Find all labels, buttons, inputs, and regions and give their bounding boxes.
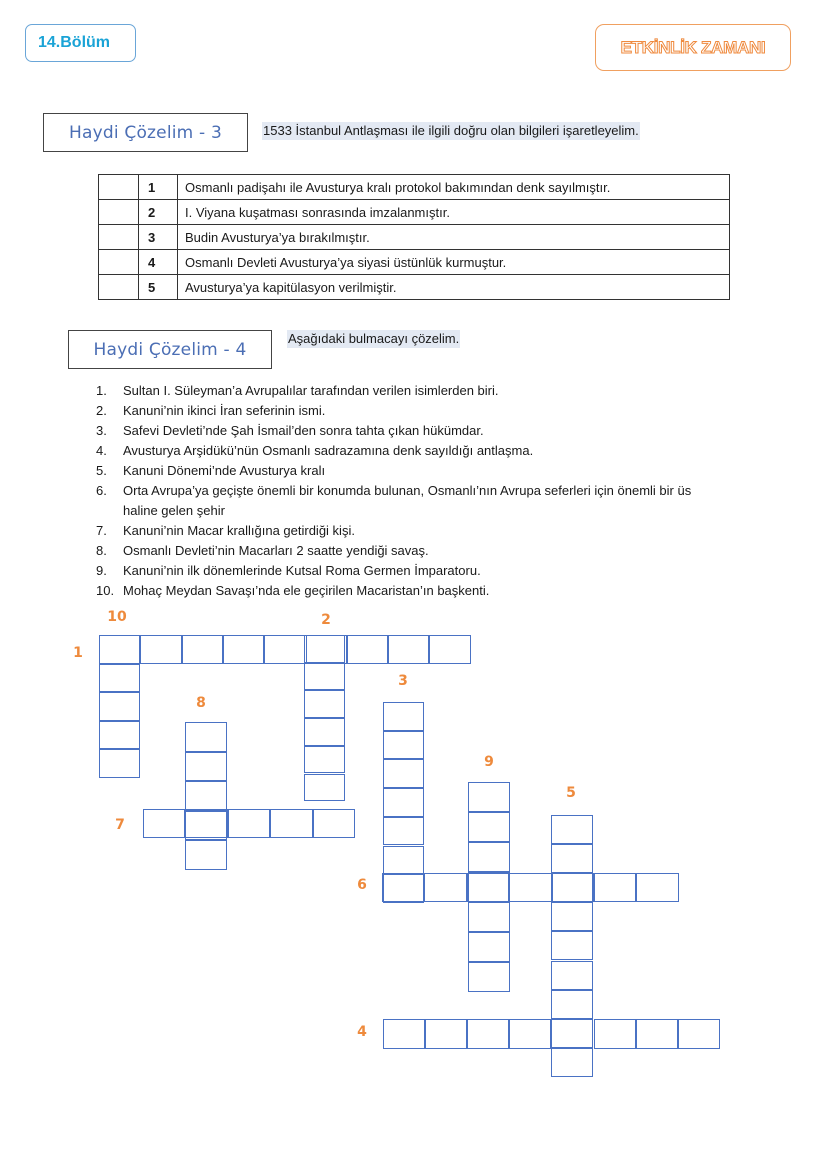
- crossword-cell-6-3[interactable]: [467, 873, 509, 902]
- clue-number: 4.: [96, 443, 107, 458]
- row-statement: I. Viyana kuşatması sonrasında imzalanmıştır.: [178, 200, 730, 225]
- clue-number: 8.: [96, 543, 107, 558]
- crossword-cell-1-8[interactable]: [388, 635, 429, 664]
- crossword-cell-1-7[interactable]: [347, 635, 388, 664]
- crossword-cell-1-5[interactable]: [264, 635, 305, 664]
- clue-text: Osmanlı Devleti’nin Macarları 2 saatte yendiği savaş.: [123, 543, 429, 558]
- clue-number: 5.: [96, 463, 107, 478]
- crossword-cell-5-9[interactable]: [551, 1048, 593, 1077]
- clue-text: Kanuni Dönemi’nde Avusturya kralı: [123, 463, 326, 478]
- crossword-cell-9-1[interactable]: [468, 782, 510, 812]
- clue-text: Avusturya Arşidükü’nün Osmanlı sadrazamına denk sayıldığı antlaşma.: [123, 443, 534, 458]
- crossword-cell-6-1[interactable]: [382, 873, 424, 902]
- crossword-cell-1-3[interactable]: [182, 635, 223, 664]
- crossword-cell-7-1[interactable]: [143, 809, 185, 838]
- clue-text: Orta Avrupa’ya geçişte önemli bir konumda bulunan, Osmanlı’nın Avrupa seferleri için önemli bir üs haline gelen şehir: [123, 483, 692, 518]
- crossword-cell-5-2[interactable]: [551, 844, 593, 873]
- crossword-clue-label: 5: [566, 785, 576, 801]
- crossword-cell-3-2[interactable]: [383, 731, 424, 760]
- crossword-cell-6-6[interactable]: [594, 873, 636, 902]
- activity-label: ETKİNLİK ZAMANI: [620, 37, 766, 57]
- crossword-cell-7-5[interactable]: [313, 809, 355, 838]
- crossword-cell-4-2[interactable]: [425, 1019, 467, 1049]
- crossword-cell-7-2[interactable]: [185, 809, 227, 838]
- crossword-clue-label: 6: [357, 877, 367, 893]
- crossword-cell-2-1[interactable]: [304, 635, 345, 663]
- crossword-cell-9-6[interactable]: [468, 932, 510, 962]
- crossword-cell-3-3[interactable]: [383, 759, 424, 788]
- clue-number: 10.: [96, 583, 115, 598]
- clue-number: 1.: [96, 383, 107, 398]
- crossword-cell-4-6[interactable]: [594, 1019, 636, 1049]
- crossword-cell-7-3[interactable]: [228, 809, 270, 838]
- crossword-cell-1-2[interactable]: [140, 635, 181, 664]
- crossword-cell-9-5[interactable]: [468, 902, 510, 932]
- clue-number: 9.: [96, 563, 107, 578]
- section-3-title: Haydi Çözelim - 3: [69, 122, 222, 143]
- clue-text: Kanuni’nin ilk dönemlerinde Kutsal Roma Germen İmparatoru.: [123, 563, 481, 578]
- clue-number: 6.: [96, 483, 107, 498]
- crossword-cell-8-5[interactable]: [185, 840, 227, 870]
- crossword-cell-4-4[interactable]: [509, 1019, 551, 1049]
- row-number: 3: [139, 225, 178, 250]
- crossword-cell-9-7[interactable]: [468, 962, 510, 992]
- clue-text: Mohaç Meydan Savaşı’nda ele geçirilen Macaristan’ın başkenti.: [123, 583, 490, 598]
- row-statement: Budin Avusturya’ya bırakılmıştır.: [178, 225, 730, 250]
- crossword-cell-9-3[interactable]: [468, 842, 510, 872]
- crossword-cell-2-4[interactable]: [304, 718, 345, 746]
- crossword-clue-label: 8: [196, 695, 206, 711]
- section-3-instruction: 1533 İstanbul Antlaşması ile ilgili doğru olan bilgileri işaretleyelim.: [263, 123, 639, 138]
- crossword-cell-6-4[interactable]: [509, 873, 551, 902]
- crossword-cell-4-5[interactable]: [551, 1019, 593, 1049]
- clue-number: 2.: [96, 403, 107, 418]
- crossword-cell-5-4[interactable]: [551, 902, 593, 931]
- clue-text: Kanuni’nin ikinci İran seferinin ismi.: [123, 403, 326, 418]
- crossword-cell-2-5[interactable]: [304, 746, 345, 774]
- crossword-cell-10-1[interactable]: [99, 635, 140, 664]
- section-4-instruction: Aşağıdaki bulmacayı çözelim.: [288, 331, 460, 346]
- crossword-cell-5-5[interactable]: [551, 931, 593, 960]
- crossword-cell-4-3[interactable]: [467, 1019, 509, 1049]
- row-number: 4: [139, 250, 178, 275]
- crossword-cell-1-4[interactable]: [223, 635, 264, 664]
- crossword-cell-10-3[interactable]: [99, 692, 140, 721]
- crossword-cell-5-1[interactable]: [551, 815, 593, 844]
- crossword-cell-2-6[interactable]: [304, 774, 345, 802]
- crossword-cell-4-7[interactable]: [636, 1019, 678, 1049]
- crossword-clue-label: 7: [115, 817, 125, 833]
- crossword-clue-label: 3: [398, 673, 408, 689]
- crossword-cell-5-6[interactable]: [551, 961, 593, 990]
- clue-text: Kanuni’nin Macar krallığına getirdiği kişi.: [123, 523, 355, 538]
- row-number: 5: [139, 275, 178, 300]
- crossword-clue-label: 10: [107, 609, 127, 625]
- crossword-cell-10-4[interactable]: [99, 721, 140, 750]
- crossword-cell-4-1[interactable]: [383, 1019, 425, 1049]
- row-statement: Osmanlı Devleti Avusturya’ya siyasi üstünlük kurmuştur.: [178, 250, 730, 275]
- crossword-cell-3-1[interactable]: [383, 702, 424, 731]
- crossword-cell-8-2[interactable]: [185, 752, 227, 782]
- crossword-cell-8-3[interactable]: [185, 781, 227, 811]
- row-number: 1: [139, 175, 178, 200]
- crossword-cell-9-2[interactable]: [468, 812, 510, 842]
- section-4-title: Haydi Çözelim - 4: [93, 339, 247, 360]
- crossword-cell-10-2[interactable]: [99, 664, 140, 693]
- crossword-cell-3-5[interactable]: [383, 817, 424, 846]
- crossword-cell-6-7[interactable]: [636, 873, 678, 902]
- row-statement: Osmanlı padişahı ile Avusturya kralı protokol bakımından denk sayılmıştır.: [178, 175, 730, 200]
- crossword-cell-3-6[interactable]: [383, 846, 424, 875]
- crossword-cell-2-3[interactable]: [304, 690, 345, 718]
- clue-number: 3.: [96, 423, 107, 438]
- crossword-clue-label: 2: [321, 612, 331, 628]
- clue-number: 7.: [96, 523, 107, 538]
- chapter-label: 14.Bölüm: [38, 34, 111, 51]
- crossword-clue-label: 4: [357, 1024, 367, 1040]
- crossword-cell-10-5[interactable]: [99, 749, 140, 778]
- crossword-cell-5-7[interactable]: [551, 990, 593, 1019]
- clue-text: Sultan I. Süleyman’a Avrupalılar tarafından verilen isimlerden biri.: [123, 383, 499, 398]
- crossword-cell-1-9[interactable]: [429, 635, 470, 664]
- crossword-cell-4-8[interactable]: [678, 1019, 720, 1049]
- crossword-cell-8-1[interactable]: [185, 722, 227, 752]
- crossword-cell-3-4[interactable]: [383, 788, 424, 817]
- crossword-cell-6-2[interactable]: [424, 873, 466, 902]
- row-number: 2: [139, 200, 178, 225]
- crossword-cell-6-5[interactable]: [552, 873, 594, 902]
- crossword-clue-label: 9: [484, 754, 494, 770]
- crossword-clue-label: 1: [73, 645, 83, 661]
- row-statement: Avusturya’ya kapitülasyon verilmiştir.: [178, 275, 730, 300]
- clue-text: Safevi Devleti’nde Şah İsmail’den sonra tahta çıkan hükümdar.: [123, 423, 484, 438]
- crossword-cell-2-2[interactable]: [304, 663, 345, 691]
- crossword-cell-7-4[interactable]: [270, 809, 312, 838]
